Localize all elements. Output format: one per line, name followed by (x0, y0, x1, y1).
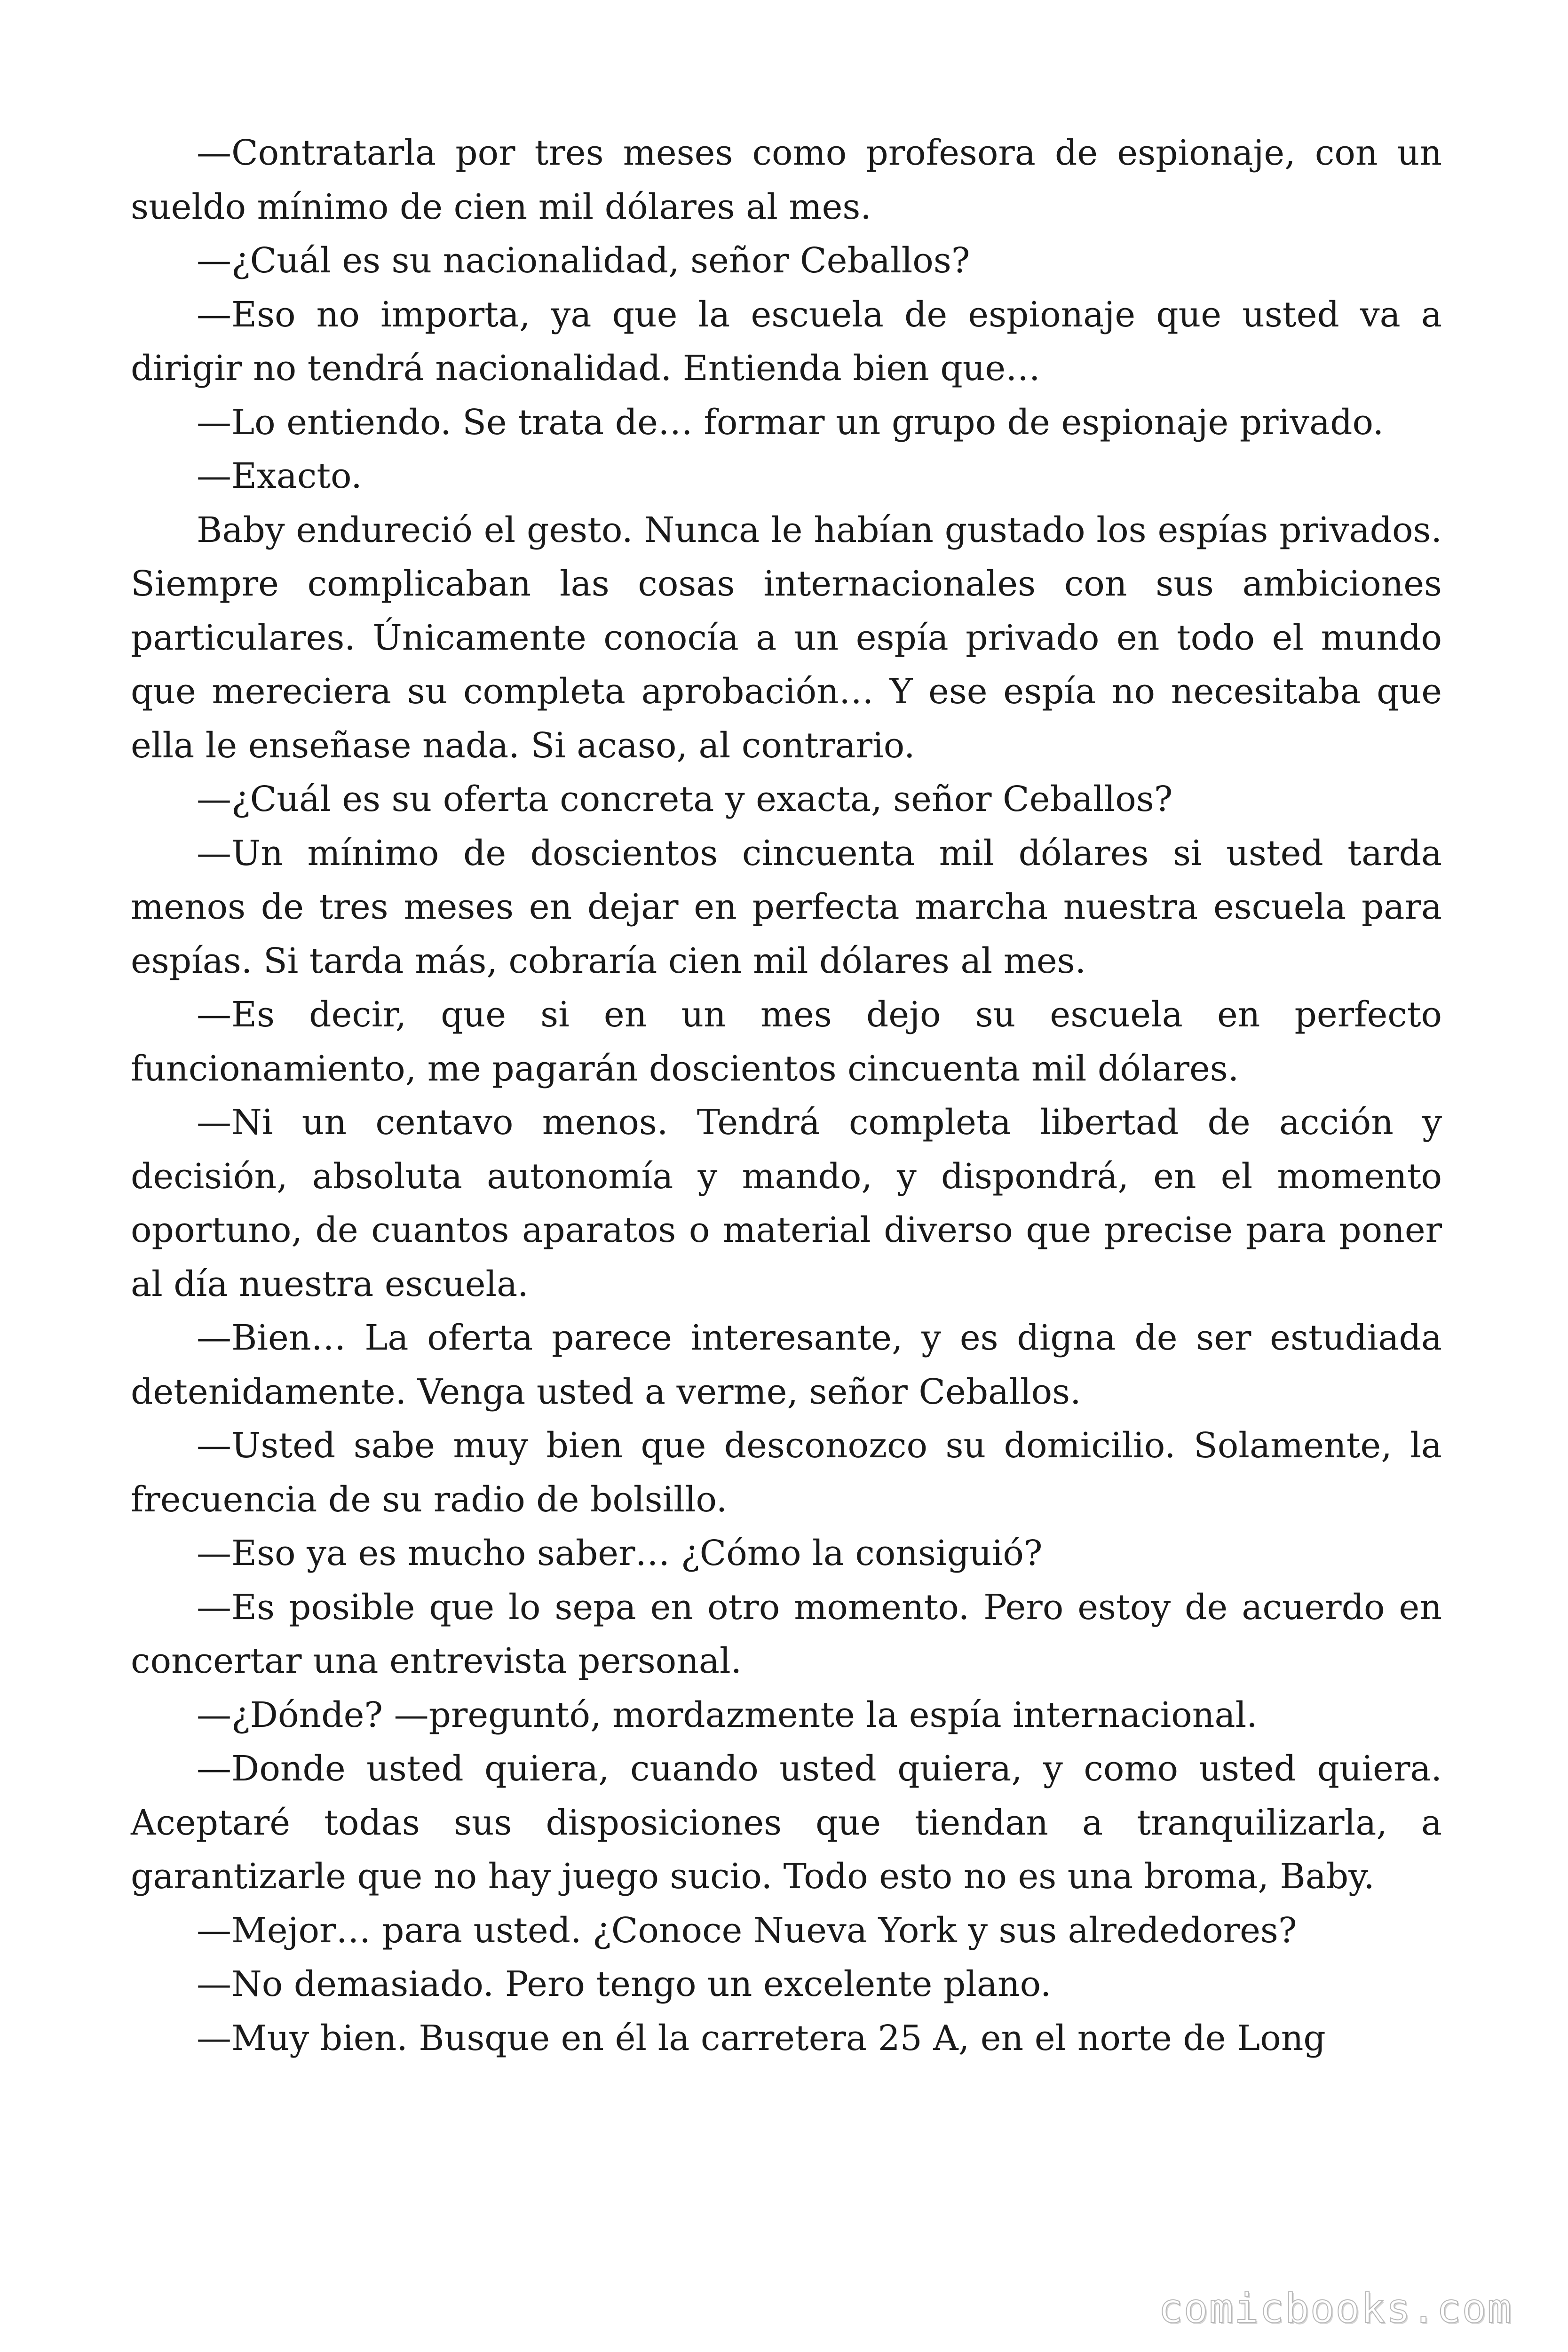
paragraph: —Eso ya es mucho saber… ¿Cómo la consiguió? (197, 1533, 1043, 1573)
watermark: comicbooks.com (1158, 2285, 1513, 2332)
paragraph: —Mejor… para usted. ¿Conoce Nueva York y sus alrededores? (197, 1910, 1297, 1951)
paragraph: —¿Cuál es su oferta concreta y exacta, señor Ceballos? (197, 779, 1173, 819)
paragraph: —Usted sabe muy bien que desconozco su domicilio. Solamente, la frecuencia de su radio de bolsillo. (131, 1425, 1442, 1520)
paragraph: —Exacto. (197, 456, 362, 496)
paragraph: —Lo entiendo. Se trata de… formar un grupo de espionaje privado. (197, 402, 1384, 443)
paragraph: —Ni un centavo menos. Tendrá completa libertad de acción y decisión, absoluta autonomía y mando, y dispondrá, en el momento oportuno, de cuantos aparatos o material diverso que precise para poner al día nuestra escuela. (131, 1102, 1442, 1304)
paragraph: —Es decir, que si en un mes dejo su escuela en perfecto funcionamiento, me pagarán doscientos cincuenta mil dólares. (131, 994, 1442, 1089)
paragraph: —Es posible que lo sepa en otro momento. Pero estoy de acuerdo en concertar una entrevista personal. (131, 1587, 1442, 1681)
paragraph: Baby endureció el gesto. Nunca le habían gustado los espías privados. Siempre complicaban las cosas internacionales con sus ambiciones particulares. Únicamente conocía a un espía privado en todo el mundo que mereciera su completa aprobación… Y ese espía no necesitaba que ella le enseñase nada. Si acaso, al contrario. (131, 509, 1442, 766)
paragraph: —Contratarla por tres meses como profesora de espionaje, con un sueldo mínimo de cien mil dólares al mes. (131, 133, 1442, 227)
paragraph: —Un mínimo de doscientos cincuenta mil dólares si usted tarda menos de tres meses en dejar en perfecta marcha nuestra escuela para espías. Si tarda más, cobraría cien mil dólares al mes. (131, 833, 1442, 981)
paragraph: —Donde usted quiera, cuando usted quiera, y como usted quiera. Aceptaré todas sus disposiciones que tiendan a tranquilizarla, a garantizarle que no hay juego sucio. Todo esto no es una broma, Baby. (131, 1748, 1442, 1897)
paragraph: —¿Dónde? —preguntó, mordazmente la espía internacional. (197, 1694, 1258, 1735)
paragraph: —Bien… La oferta parece interesante, y es digna de ser estudiada detenidamente. Venga usted a verme, señor Ceballos. (131, 1318, 1442, 1412)
paragraph: —No demasiado. Pero tengo un excelente plano. (197, 1964, 1052, 2004)
paragraph: —¿Cuál es su nacionalidad, señor Ceballos? (197, 240, 970, 281)
paragraph: —Eso no importa, ya que la escuela de espionaje que usted va a dirigir no tendrá nacionalidad. Entienda bien que… (131, 294, 1442, 389)
body-text (131, 126, 1442, 2065)
paragraph: —Muy bien. Busque en él la carretera 25 A, en el norte de Long (197, 2018, 1326, 2058)
